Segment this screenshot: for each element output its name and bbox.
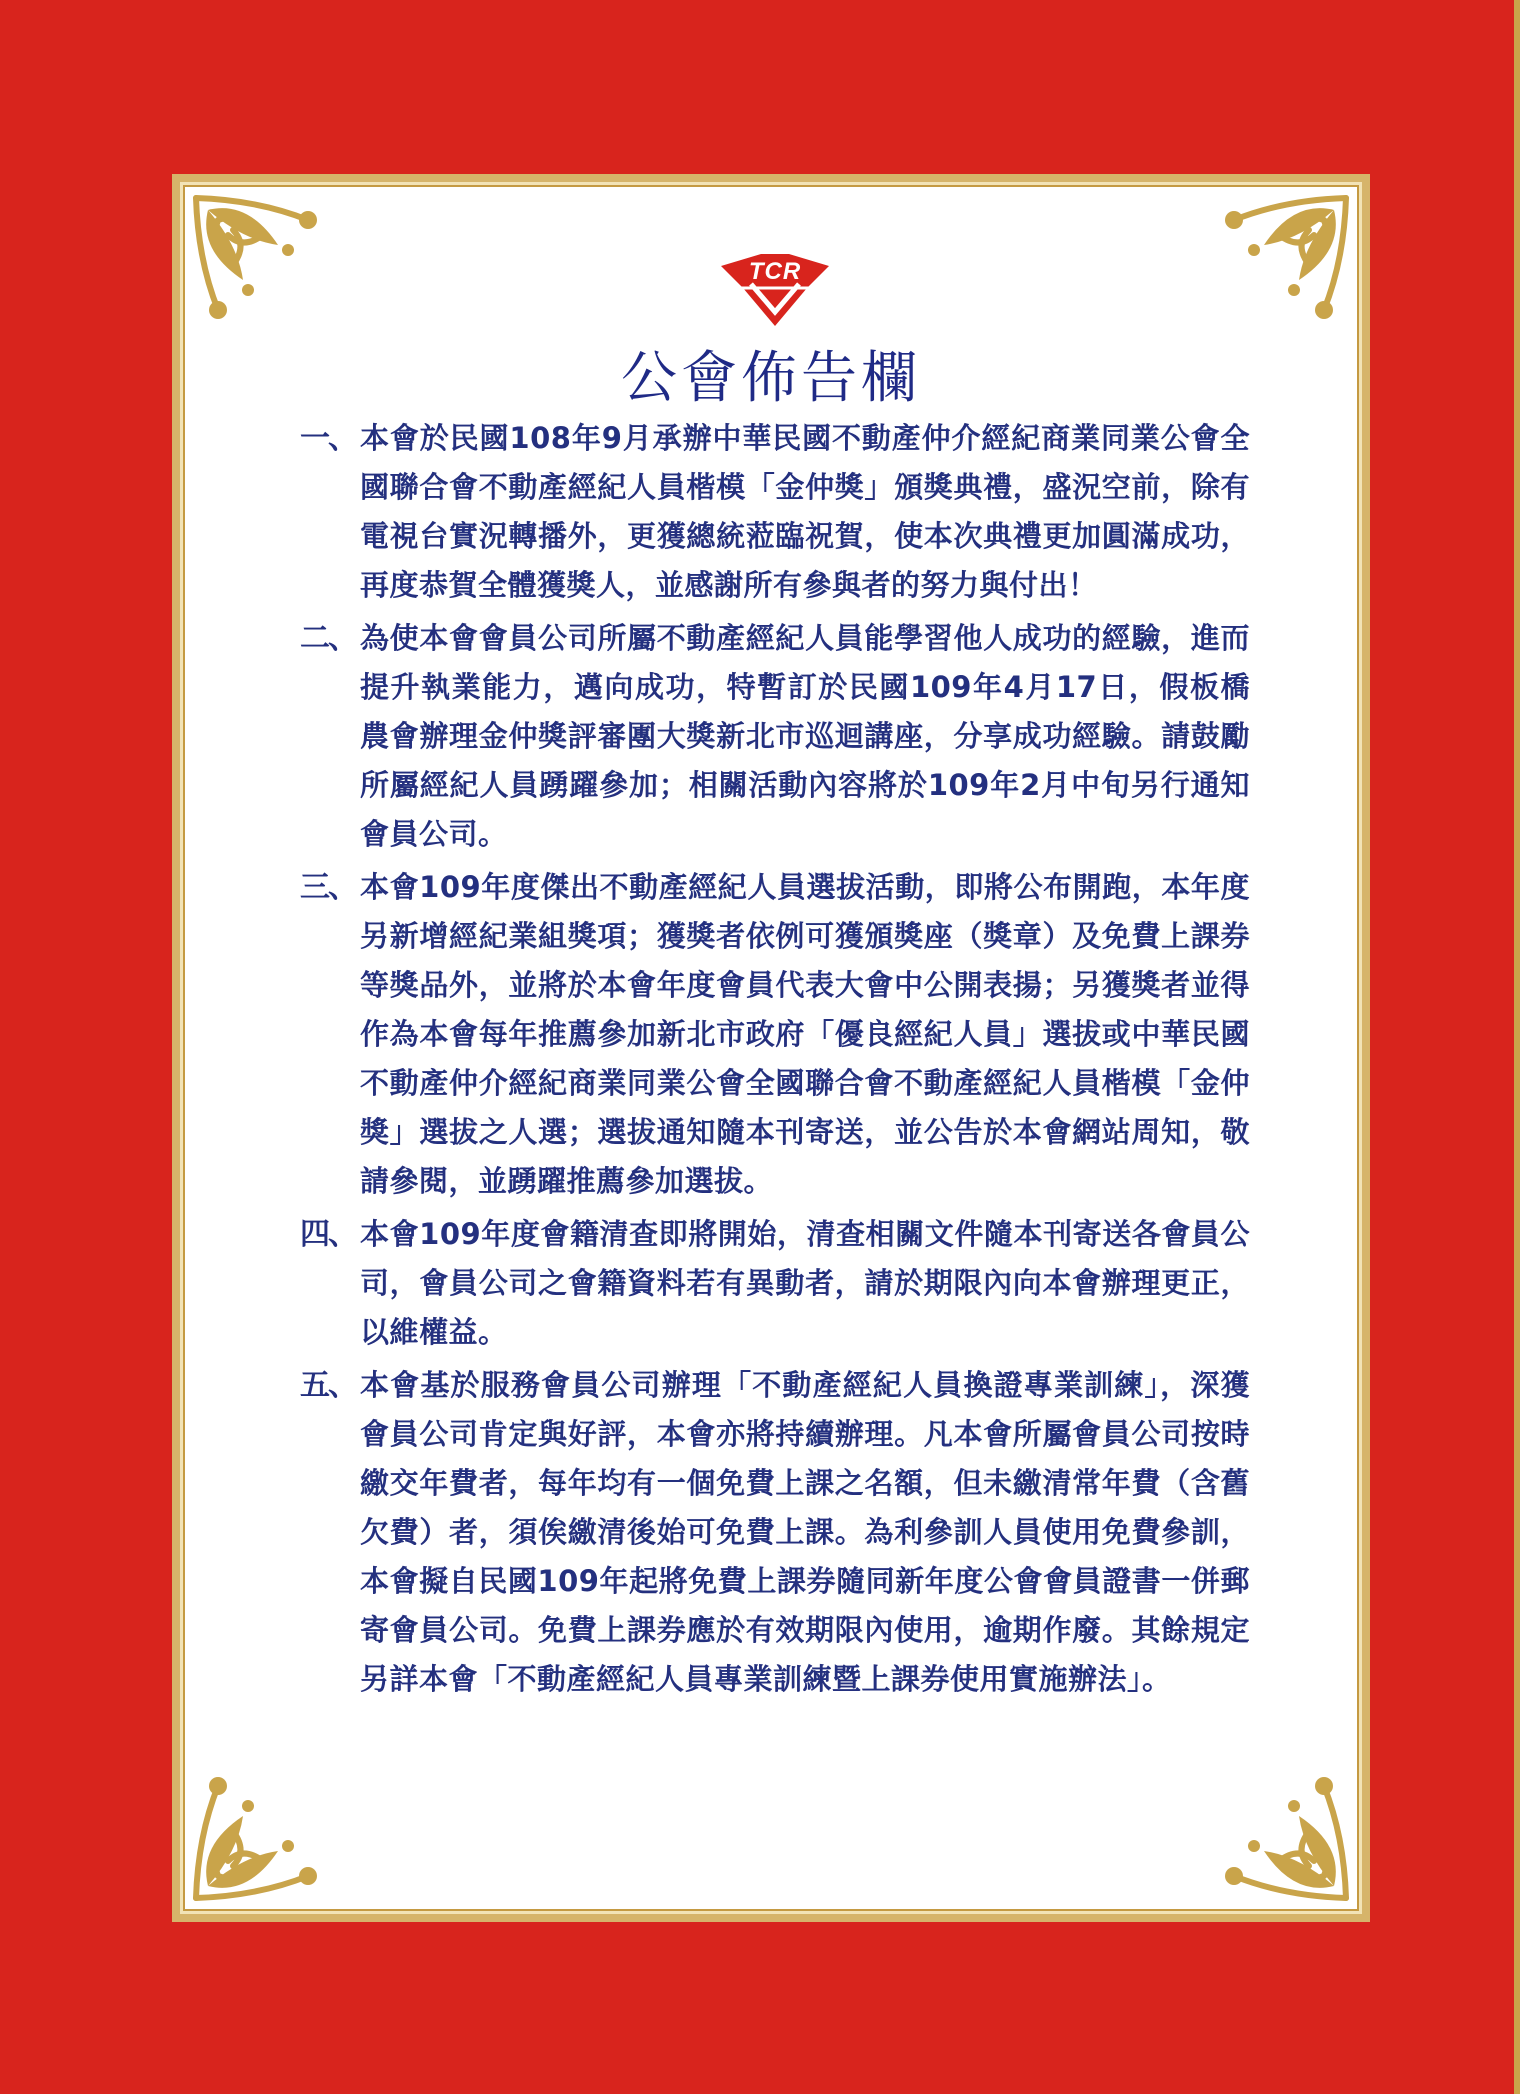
- notice-item: [300, 614, 1250, 859]
- page-title: 公會佈告欄: [621, 346, 921, 411]
- corner-ornament-bottom-right: [1204, 1756, 1354, 1906]
- corner-ornament-top-right: [1204, 190, 1354, 340]
- notice-item-number: 二、: [300, 621, 356, 656]
- notice-list: [300, 414, 1250, 1708]
- notice-item: [300, 1210, 1250, 1357]
- notice-item-text: 本會109年度會籍清查即將開始，清查相關文件隨本刊寄送各會員公司，會員公司之會籍資料若有異動者，請於期限內向本會辦理更正，以維權益。: [360, 1217, 1250, 1349]
- notice-item-number: 三、: [300, 870, 356, 905]
- notice-item-number: 四、: [300, 1217, 356, 1252]
- notice-item-text: 本會109年度傑出不動產經紀人員選拔活動，即將公布開跑，本年度另新增經紀業組獎項；獲獎者依例可獲頒獎座（獎章）及免費上課券等獎品外，並將於本會年度會員代表大會中公開表揚；另獲獎者並得作為本會每年推薦參加新北市政府「優良經紀人員」選拔或中華民國不動產仲介經紀商業同業公會全國聯合會不動產經紀人員楷模「金仲獎」選拔之人選；選拔通知隨本刊寄送，並公告於本會網站周知，敬請參閱，並踴躍推薦參加選拔。: [360, 870, 1250, 1198]
- logo-text: TCR: [748, 258, 802, 285]
- notice-item: [300, 863, 1250, 1206]
- notice-board: [172, 174, 1370, 1922]
- notice-item-text: 為使本會會員公司所屬不動產經紀人員能學習他人成功的經驗，進而提升執業能力，邁向成功，特暫訂於民國109年4月17日，假板橋農會辦理金仲獎評審團大獎新北市巡迴講座，分享成功經驗。請鼓勵所屬經紀人員踴躍參加；相關活動內容將於109年2月中旬另行通知會員公司。: [360, 621, 1250, 851]
- notice-item-text: 本會於民國108年9月承辦中華民國不動產仲介經紀商業同業公會全國聯合會不動產經紀人員楷模「金仲獎」頒獎典禮，盛況空前，除有電視台實況轉播外，更獲總統蒞臨祝賀，使本次典禮更加圓滿成功，再度恭賀全體獲獎人，並感謝所有參與者的努力與付出！: [360, 421, 1250, 602]
- notice-item-text: 本會基於服務會員公司辦理「不動產經紀人員換證專業訓練」，深獲會員公司肯定與好評，本會亦將持續辦理。凡本會所屬會員公司按時繳交年費者，每年均有一個免費上課之名額，但未繳清常年費（含舊欠費）者，須俟繳清後始可免費上課。為利參訓人員使用免費參訓，本會擬自民國109年起將免費上課券隨同新年度公會會員證書一併郵寄會員公司。免費上課券應於有效期限內使用，逾期作廢。其餘規定另詳本會「不動產經紀人員專業訓練暨上課券使用實施辦法」。: [360, 1368, 1250, 1696]
- corner-ornament-bottom-left: [188, 1756, 338, 1906]
- notice-item-number: 五、: [300, 1368, 356, 1403]
- right-edge-strip: [1514, 0, 1520, 2094]
- corner-ornament-top-left: [188, 190, 338, 340]
- notice-item: [300, 414, 1250, 610]
- notice-item: [300, 1361, 1250, 1704]
- notice-item-number: 一、: [300, 421, 356, 456]
- tcr-logo: [717, 248, 833, 330]
